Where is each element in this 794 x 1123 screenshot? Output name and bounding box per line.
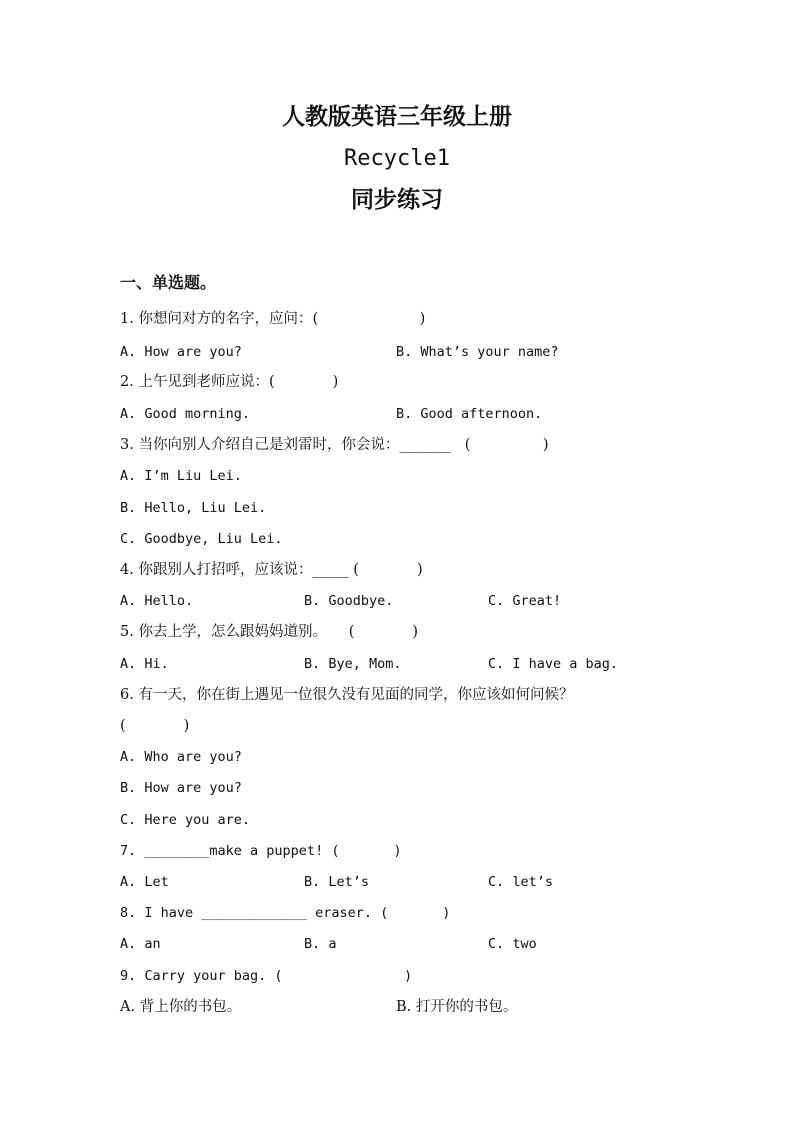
question-stem: 5. 你去上学，怎么跟妈妈道别。 ( )	[120, 624, 419, 640]
option: C. I have a bag.	[488, 656, 619, 672]
question-stem: 8. I have _____________ eraser. ( )	[120, 905, 451, 921]
option: A. Hi.	[120, 656, 169, 672]
option: B. Hello, Liu Lei.	[120, 500, 267, 516]
option: A. Let	[120, 874, 169, 890]
question-stem: 3. 当你向别人介绍自己是刘雷时，你会说：_______ ( )	[120, 437, 549, 453]
option: A. Good morning.	[120, 406, 251, 422]
question-stem: 6. 有一天，你在街上遇见一位很久没有见面的同学，你应该如何问候？	[120, 687, 574, 703]
option: C. let’s	[488, 874, 554, 890]
question-stem: 7. ________make a puppet! ( )	[120, 843, 402, 859]
option: C. Goodbye, Liu Lei.	[120, 531, 283, 547]
section-heading: 一、单选题。	[120, 273, 217, 292]
option: B. a	[304, 936, 337, 952]
option: B. Bye, Mom.	[304, 656, 402, 672]
question-stem: 9. Carry your bag. ( )	[120, 968, 413, 984]
question-stem: 1. 你想问对方的名字，应问：( )	[120, 311, 426, 327]
option: B. 打开你的书包。	[396, 999, 518, 1015]
option: C. two	[488, 936, 537, 952]
option: A. 背上你的书包。	[120, 999, 242, 1015]
question-stem: 2. 上午见到老师应说：( )	[120, 374, 339, 390]
document-subtitle-2: 同步练习	[351, 186, 443, 213]
option: A. How are you?	[120, 344, 242, 360]
option: C. Great!	[488, 593, 562, 609]
question-stem: 4. 你跟别人打招呼，应该说：_____ ( )	[120, 562, 423, 578]
option: B. Let’s	[304, 874, 370, 890]
document-subtitle: Recycle1	[344, 146, 450, 171]
question-stem-continued: ( )	[120, 718, 190, 734]
option: A. I’m Liu Lei.	[120, 468, 242, 484]
option: C. Here you are.	[120, 812, 251, 828]
option: B. Goodbye.	[304, 593, 394, 609]
option: A. Hello.	[120, 593, 194, 609]
option: B. What’s your name?	[396, 344, 559, 360]
option: A. an	[120, 936, 161, 952]
option: A. Who are you?	[120, 749, 242, 765]
document-title: 人教版英语三年级上册	[282, 103, 512, 130]
option: B. Good afternoon.	[396, 406, 543, 422]
option: B. How are you?	[120, 780, 242, 796]
